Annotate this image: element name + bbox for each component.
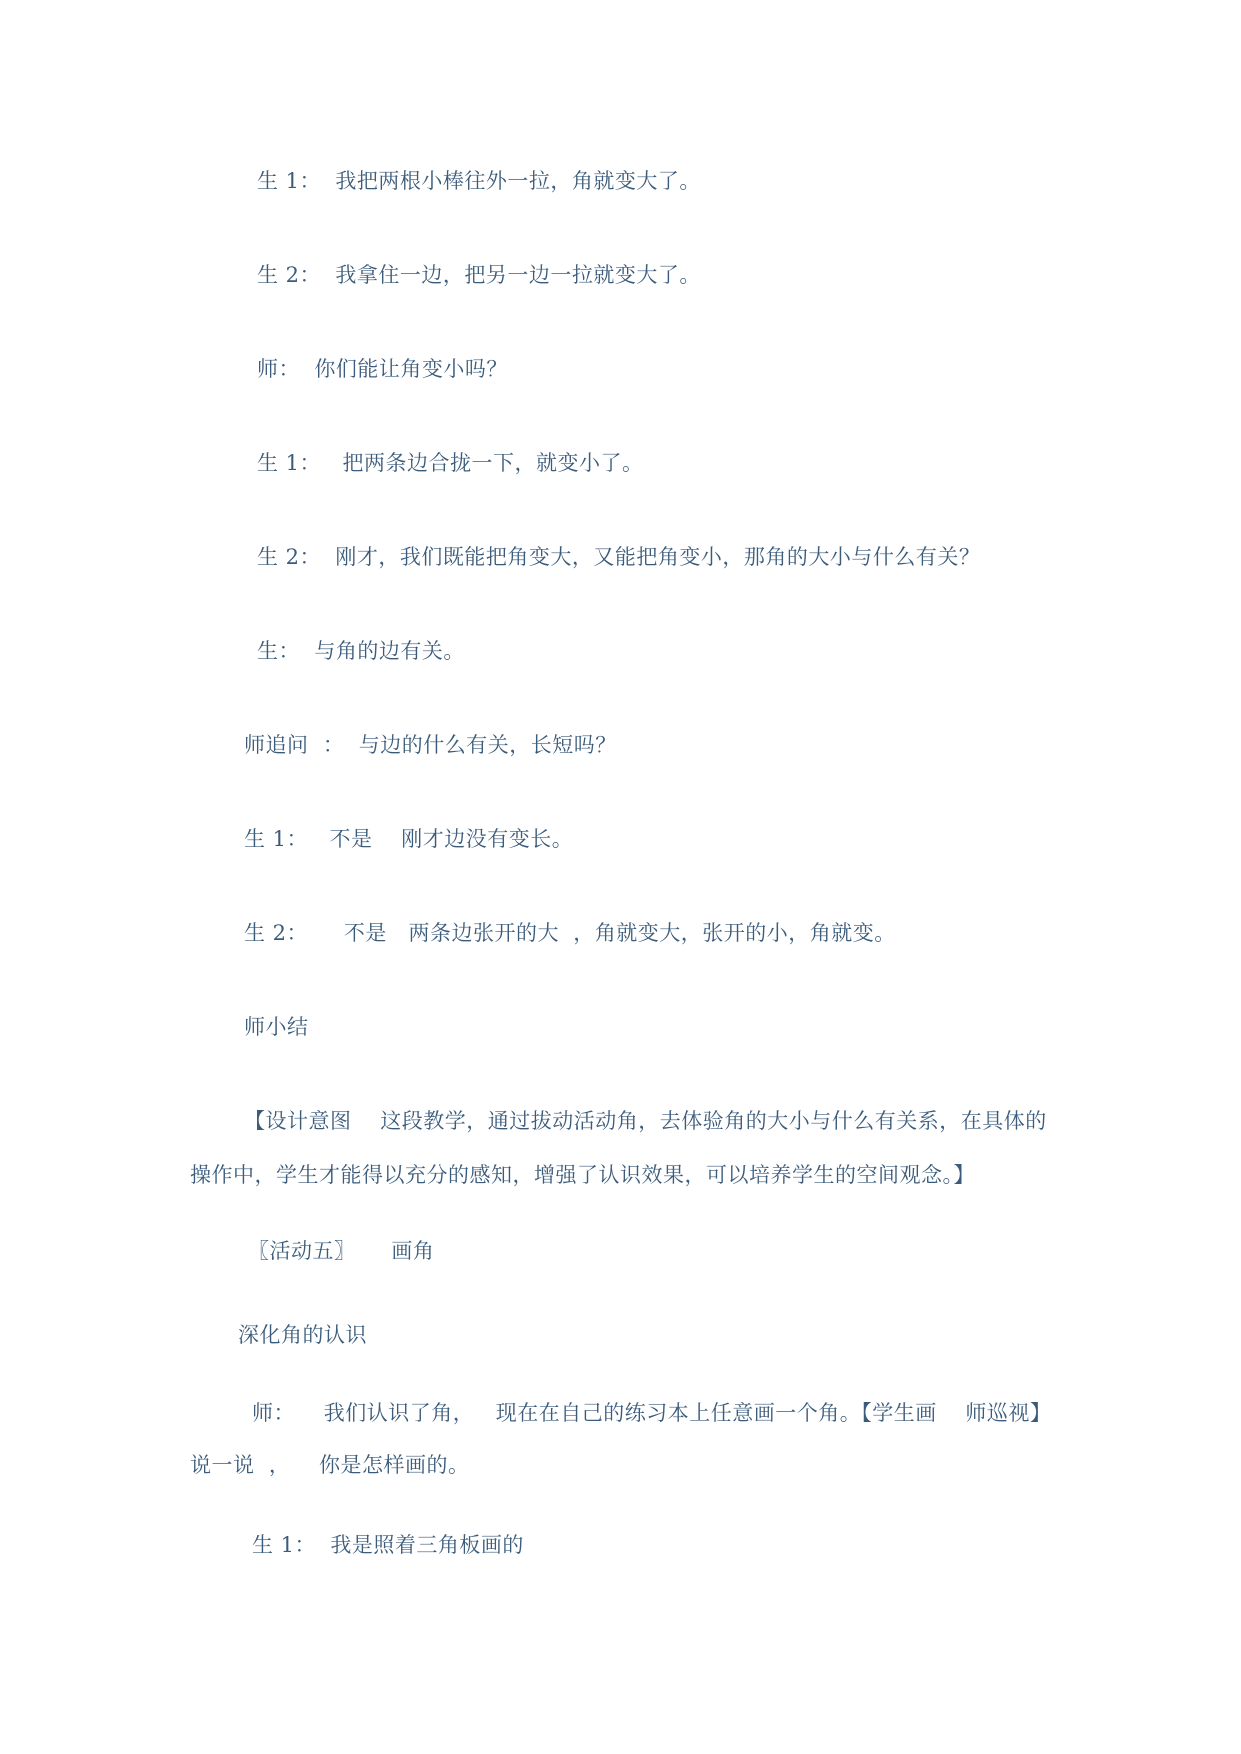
dialogue-line: 生 2： 不是 两条边张开的大 ，角就变大，张开的小，角就变。 <box>244 921 896 945</box>
subheading: 深化角的认识 <box>238 1323 367 1347</box>
dialogue-line: 生： 与角的边有关。 <box>257 639 465 663</box>
dialogue-line: 师追问 ： 与边的什么有关，长短吗？ <box>244 733 617 757</box>
dialogue-line: 生 1： 我把两根小棒往外一拉，角就变大了。 <box>257 169 701 193</box>
dialogue-line: 生 1： 把两条边合拢一下，就变小了。 <box>257 451 644 475</box>
summary-heading: 师小结 <box>244 1015 309 1039</box>
student-answer-line: 生 1： 我是照着三角板画的 <box>252 1533 524 1557</box>
design-intent-line: 【设计意图 这段教学，通过拔动活动角，去体验角的大小与什么有关系，在具体的 <box>244 1109 1047 1133</box>
teacher-prompt-line: 说一说 ， 你是怎样画的。 <box>190 1453 470 1477</box>
teacher-prompt-line: 师： 我们认识了角， 现在在自己的练习本上任意画一个角。【学生画 师巡视】 <box>252 1401 1052 1425</box>
dialogue-line: 生 1： 不是 刚才边没有变长。 <box>244 827 574 851</box>
activity-heading: 〖活动五〗 画角 <box>248 1239 435 1263</box>
dialogue-line: 生 2： 刚才，我们既能把角变大，又能把角变小，那角的大小与什么有关？ <box>257 545 981 569</box>
design-intent-line: 操作中，学生才能得以充分的感知，增强了认识效果，可以培养学生的空间观念。】 <box>190 1163 975 1187</box>
dialogue-line: 师： 你们能让角变小吗？ <box>257 357 508 381</box>
dialogue-line: 生 2： 我拿住一边，把另一边一拉就变大了。 <box>257 263 701 287</box>
